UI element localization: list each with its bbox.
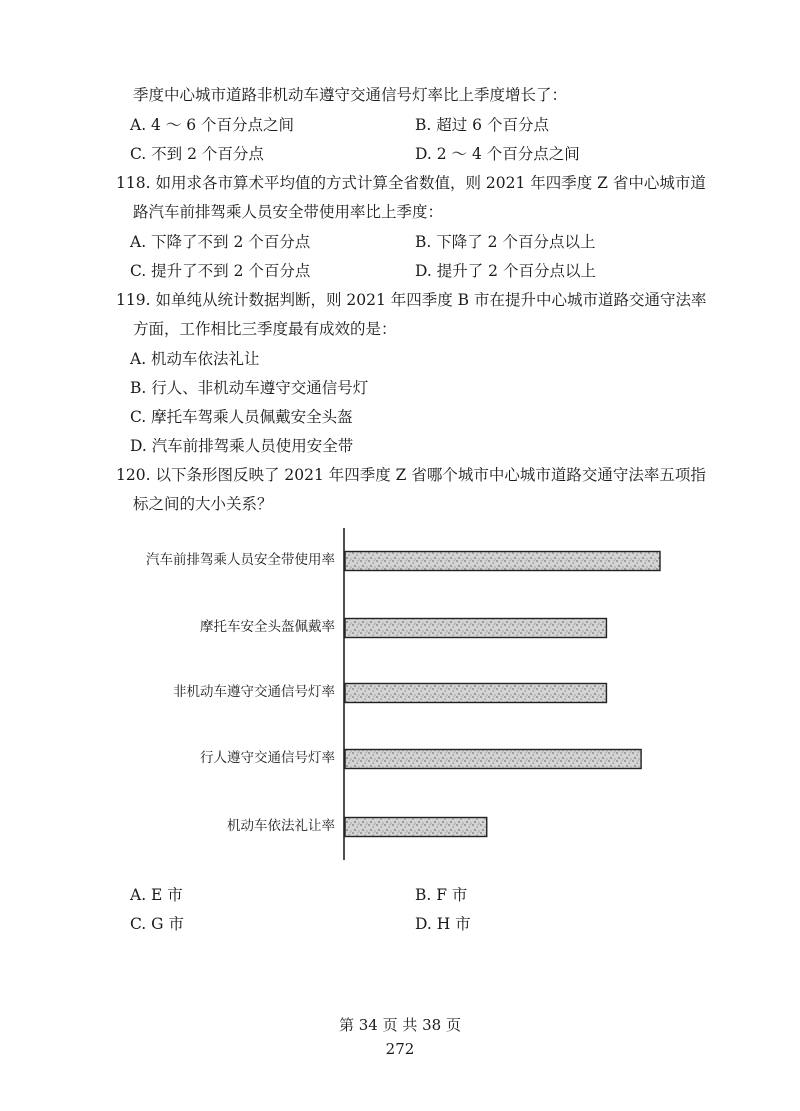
bar-4 [345, 818, 487, 837]
question-117-continuation: 季度中心城市道路非机动车遵守交通信号灯率比上季度增长了： [133, 86, 568, 104]
q119-option-a: A. 机动车依法礼让 [130, 350, 260, 368]
q118-option-d: D. 提升了 2 个百分点以上 [415, 262, 596, 280]
q119-option-c: C. 摩托车驾乘人员佩戴安全头盔 [130, 408, 353, 426]
question-118-line2: 路汽车前排驾乘人员安全带使用率比上季度： [133, 203, 444, 221]
question-120-line1: 120. 以下条形图反映了 2021 年四季度 Z 省哪个城市中心城市道路交通守法率五项指 [116, 466, 706, 484]
page-number: 272 [385, 1040, 415, 1058]
q117-option-a: A. 4 ～ 6 个百分点之间 [130, 116, 295, 134]
category-label-3: 行人遵守交通信号灯率 [200, 750, 335, 766]
bar-2 [345, 684, 606, 703]
question-119-line2: 方面，工作相比三季度最有成效的是： [133, 320, 397, 338]
category-label-1: 摩托车安全头盔佩戴率 [200, 619, 335, 635]
q119-option-b: B. 行人、非机动车遵守交通信号灯 [130, 379, 369, 397]
category-label-4: 机动车依法礼让率 [227, 818, 335, 834]
page-indicator: 第 34 页 共 38 页 [338, 1016, 461, 1034]
bar-3 [345, 750, 641, 769]
q120-option-c: C. G 市 [130, 915, 184, 933]
question-120-line2: 标之间的大小关系？ [133, 495, 273, 513]
q118-option-b: B. 下降了 2 个百分点以上 [415, 233, 596, 251]
q118-option-c: C. 提升了不到 2 个百分点 [130, 262, 311, 280]
question-118-line1: 118. 如用求各市算术平均值的方式计算全省数值，则 2021 年四季度 Z 省中心城市道 [116, 174, 706, 192]
question-119-line1: 119. 如单纯从统计数据判断，则 2021 年四季度 B 市在提升中心城市道路交通守法率 [116, 291, 707, 309]
q117-option-b: B. 超过 6 个百分点 [415, 116, 549, 134]
q120-option-a: A. E 市 [130, 886, 183, 904]
q120-option-d: D. H 市 [415, 915, 471, 933]
q119-option-d: D. 汽车前排驾乘人员使用安全带 [130, 437, 354, 455]
bar-0 [345, 552, 660, 571]
q118-option-a: A. 下降了不到 2 个百分点 [130, 233, 311, 251]
bar-1 [345, 619, 606, 638]
category-label-2: 非机动车遵守交通信号灯率 [173, 684, 335, 700]
q117-option-c: C. 不到 2 个百分点 [130, 145, 264, 163]
category-label-0: 汽车前排驾乘人员安全带使用率 [146, 552, 335, 568]
q120-option-b: B. F 市 [415, 886, 468, 904]
q117-option-d: D. 2 ～ 4 个百分点之间 [415, 145, 580, 163]
